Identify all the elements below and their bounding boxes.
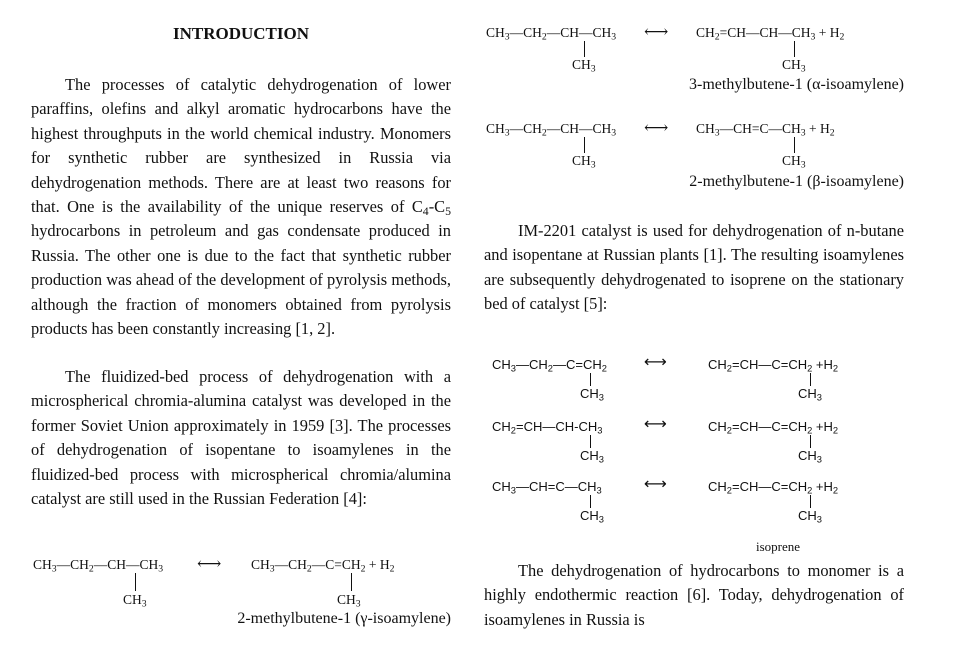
branch-bond	[590, 435, 591, 448]
branch-bond	[351, 573, 352, 591]
methyl-branch-label: $CH_3$	[798, 508, 822, 525]
branch-bond	[794, 41, 795, 57]
caption-alpha-isoamylene: 3-methylbutene-1 (α-isoamylene)	[689, 76, 904, 93]
product-beta-isoamylene: $CH_3—CH=C—CH_3 + H_2$	[696, 121, 835, 139]
section-heading: INTRODUCTION	[172, 24, 310, 43]
intro-paragraph-1: The processes of catalytic dehydrogenation of lower paraffins, olefins and alkyl aromatic hydrocarbons have the highest throughputs in the world chemical industry. Monomers for synthetic rubber are synthesized in Russia via dehydrogenation methods. There are at least two reasons for that. One is the availability of the unique reserves of $C_4-C_5$ hydrocarbons in petroleum and gas condensate produced in Russia. The other one is due to the fact that synthetic rubber production was ahead of the development of pyrolysis methods, although the fraction of monomers obtained from pyrolysis products has been constantly increasing [1, 2].	[31, 75, 451, 339]
catalyst-paragraph: IM-2201 catalyst is used for dehydrogenation of n-butane and isopentane at Russian plants [1]. The resulting isoamylenes are subsequently dehydrogenated to isoprene on the stationary bed of catalyst [5]:	[484, 221, 904, 314]
product-isoprene: $CH_2=CH—C=CH_2 +H_2$	[708, 357, 839, 374]
reactant-isoamylene: $CH_2=CH—CH-CH_3$	[492, 419, 603, 436]
branch-bond	[584, 137, 585, 153]
reactant-isoamylene: $CH_3—CH=C—CH_3$	[492, 479, 602, 496]
methyl-branch-label: $CH_3$	[572, 153, 596, 171]
branch-bond	[590, 373, 591, 386]
methyl-branch-label: $CH_3$	[580, 386, 604, 403]
methyl-branch-label: $CH_3$	[572, 57, 596, 75]
product-isoprene: $CH_2=CH—C=CH_2 +H_2$	[708, 419, 839, 436]
reaction-beta-isoamylene	[484, 118, 904, 172]
branch-bond	[810, 495, 811, 508]
endothermic-paragraph: The dehydrogenation of hydrocarbons to monomer is a highly endothermic reaction [6]. Today, dehydrogenation of isoamylenes in Russia is	[484, 561, 904, 629]
equilibrium-arrow-icon: ⟷	[644, 416, 667, 433]
reactant-isoamylene: $CH_3—CH_2—C=CH_2$	[492, 357, 607, 374]
methyl-branch-label: $CH_3$	[337, 592, 361, 610]
product-alpha-isoamylene: $CH_2=CH—CH—CH_3 + H_2$	[696, 25, 845, 43]
reactant-isopentane: $CH_3—CH_2—CH—CH_3$	[33, 557, 164, 575]
methyl-branch-label: $CH_3$	[580, 508, 604, 525]
branch-bond	[135, 573, 136, 591]
methyl-branch-label: $CH_3$	[580, 448, 604, 465]
reaction-gamma-isoamylene	[31, 554, 451, 648]
equilibrium-arrow-icon: ⟷	[197, 554, 222, 573]
reaction-isoprene-2	[492, 416, 904, 465]
methyl-branch-label: $CH_3$	[798, 386, 822, 403]
methyl-branch-label: $CH_3$	[782, 153, 806, 171]
methyl-branch-label: $CH_3$	[798, 448, 822, 465]
isoprene-label: isoprene	[756, 539, 801, 554]
equilibrium-arrow-icon: ⟷	[644, 118, 669, 137]
equilibrium-arrow-icon: ⟷	[644, 22, 669, 41]
equilibrium-arrow-icon: ⟷	[644, 354, 667, 371]
branch-bond	[590, 495, 591, 508]
methyl-branch-label: $CH_3$	[123, 592, 147, 610]
product-isoprene: $CH_2=CH—C=CH_2 +H_2$	[708, 479, 839, 496]
reactant-isopentane: $CH_3—CH_2—CH—CH_3$	[486, 121, 617, 139]
caption-gamma-isoamylene: 2-methylbutene-1 (γ-isoamylene)	[237, 610, 451, 627]
equilibrium-arrow-icon: ⟷	[644, 476, 667, 493]
reaction-isoprene-3	[492, 476, 904, 525]
reaction-isoprene-1	[492, 354, 904, 403]
branch-bond	[810, 373, 811, 386]
branch-bond	[794, 137, 795, 153]
reaction-alpha-isoamylene	[484, 22, 904, 76]
intro-paragraph-2: The fluidized-bed process of dehydrogenation with a microspherical chromia-alumina catalyst was developed in the former Soviet Union approximately in 1959 [3]. The processes of dehydrogenation of isopentane to isoamylenes in the fluidized-bed process with microspherical chromia/alumina catalyst are still used in the Russian Federation [4]:	[31, 367, 451, 509]
product-gamma-isoamylene: $CH_3—CH_2—C=CH_2 + H_2$	[251, 557, 395, 575]
caption-beta-isoamylene: 2-methylbutene-1 (β-isoamylene)	[689, 173, 904, 190]
branch-bond	[810, 435, 811, 448]
branch-bond	[584, 41, 585, 57]
methyl-branch-label: $CH_3$	[782, 57, 806, 75]
reactant-isopentane: $CH_3—CH_2—CH—CH_3$	[486, 25, 617, 43]
